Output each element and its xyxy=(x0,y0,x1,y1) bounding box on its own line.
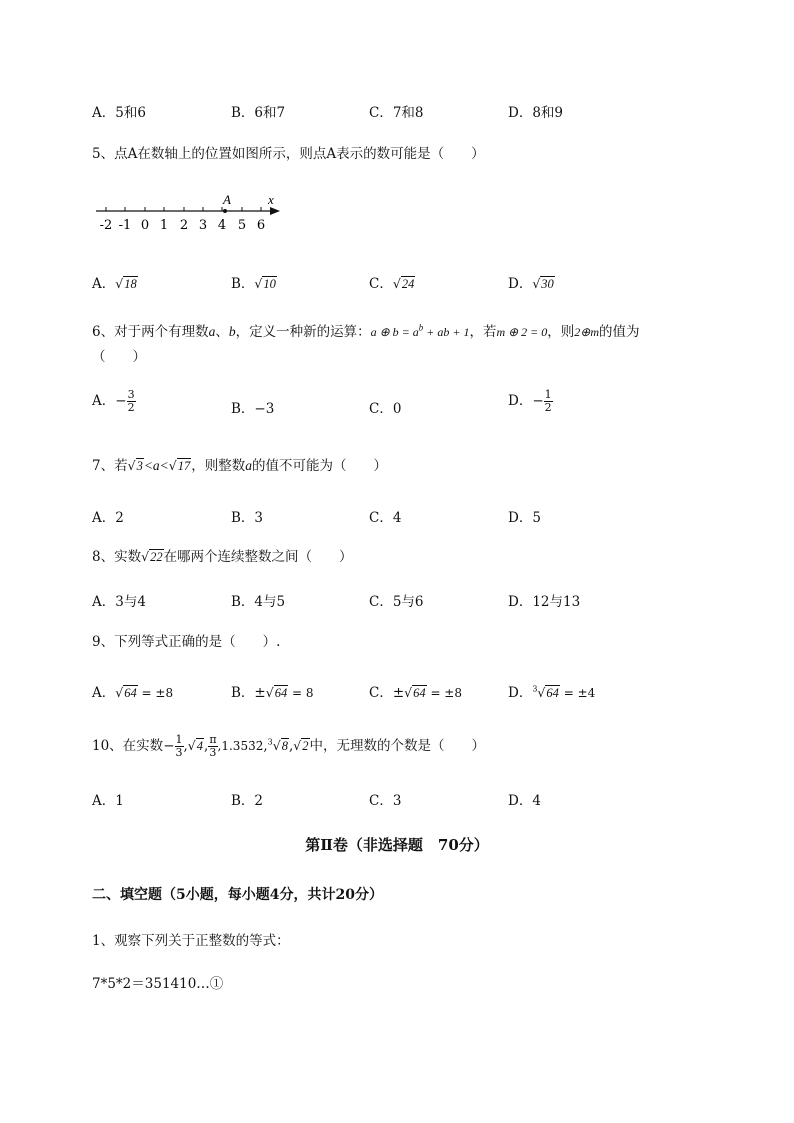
q4-option-d: D．8和9 xyxy=(508,105,564,121)
q7-option-c: C．4 xyxy=(369,510,402,526)
q6-option-a: A．− $\frac{3}{2}$ xyxy=(92,388,135,414)
q8-option-a: A．3与4 xyxy=(92,594,146,610)
q10-option-b: B．2 xyxy=(231,793,264,809)
q5-option-c: C．√24 xyxy=(369,276,415,292)
axis-tick-label: 3 xyxy=(198,218,208,233)
q9-option-b: B．±√64 = 8 xyxy=(231,685,314,701)
part2-title: 第Ⅱ卷（非选择题 70分） xyxy=(305,836,489,854)
q10-option-d: D．4 xyxy=(508,793,541,809)
q9-option-d: D．$^3$√64 = ±4 xyxy=(508,684,596,701)
q5-option-d: D．√30 xyxy=(508,276,554,292)
point-a-label: A xyxy=(223,192,231,207)
q8-option-c: C．5与6 xyxy=(369,594,424,610)
axis-arrow xyxy=(270,207,280,215)
q8-stem: 8、实数√22在哪两个连续整数之间（ ） xyxy=(92,549,353,565)
fill1-equation: 7*5*2＝351410…① xyxy=(92,976,224,992)
q10-option-c: C．3 xyxy=(369,793,402,809)
axis-tick-label: 0 xyxy=(140,218,150,233)
axis-tick-label: 5 xyxy=(237,218,247,233)
q6-option-b: B．−3 xyxy=(231,401,275,417)
q7-stem: 7、若√3<a<√17，则整数a的值不可能为（ ） xyxy=(92,458,388,474)
q7-option-b: B．3 xyxy=(231,510,264,526)
axis-x-label: x xyxy=(268,192,274,207)
q6-answer-paren: （ ） xyxy=(92,349,146,365)
q5-option-a: A．√18 xyxy=(92,276,137,292)
q9-option-a: A．√64 = ±8 xyxy=(92,685,174,701)
q5-option-b: B．√10 xyxy=(231,276,276,292)
axis-tick-label: 2 xyxy=(179,218,189,233)
q7-option-d: D．5 xyxy=(508,510,541,526)
section2-heading: 二、填空题（5小题，每小题4分，共计20分） xyxy=(92,887,383,903)
q5-stem: 5、点A在数轴上的位置如图所示，则点A表示的数可能是（ ） xyxy=(92,146,485,162)
axis-tick-label: -1 xyxy=(118,218,132,233)
axis-tick-label: -2 xyxy=(99,218,113,233)
point-a-dot xyxy=(223,209,227,213)
q4-option-a: A．5和6 xyxy=(92,105,146,121)
q8-option-b: B．4与5 xyxy=(231,594,286,610)
q4-option-c: C．7和8 xyxy=(369,105,424,121)
axis-tick-label: 4 xyxy=(217,218,227,233)
q10-stem: 10、在实数− $\frac{1}{3}$ ,√4, $\frac{\pi}{3}$ ,1.353̇2̇,$^3$√8,√2中，无理数的个数是（ ） xyxy=(92,733,485,759)
axis-tick-label: 1 xyxy=(159,218,169,233)
q4-option-b: B．6和7 xyxy=(231,105,286,121)
fill1-stem: 1、观察下列关于正整数的等式： xyxy=(92,933,290,949)
q9-stem: 9、下列等式正确的是（ ）. xyxy=(92,634,281,650)
number-line-figure xyxy=(92,188,292,236)
q6-option-c: C．0 xyxy=(369,401,402,417)
q7-option-a: A．2 xyxy=(92,510,124,526)
q8-option-d: D．12与13 xyxy=(508,594,581,610)
q6-option-d: D．− $\frac{1}{2}$ xyxy=(508,388,552,414)
q10-option-a: A．1 xyxy=(92,793,124,809)
axis-tick-label: 6 xyxy=(256,218,266,233)
q9-option-c: C．±√64 = ±8 xyxy=(369,685,462,701)
q6-stem: 6、对于两个有理数a、b，定义一种新的运算：a ⊕ $b = a^b$ + ab + 1，若m ⊕ 2 = 0，则2⊕m的值为 xyxy=(92,322,640,340)
